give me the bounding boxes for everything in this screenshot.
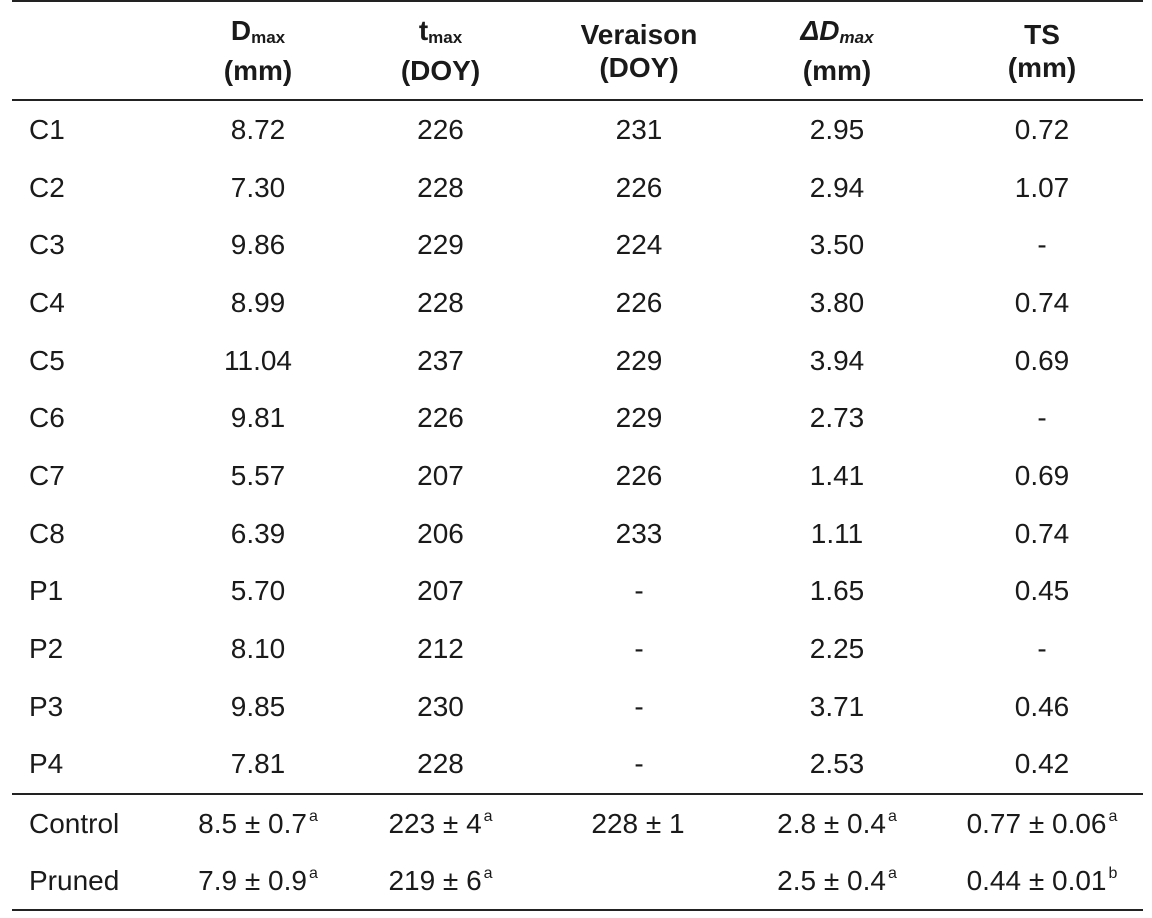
table-cell: 2.53 [809, 748, 865, 780]
significance-letter: a [308, 864, 318, 882]
row-label: P4 [29, 748, 64, 780]
summary-cell [336, 852, 545, 910]
table-cell: 9.81 [230, 402, 286, 434]
row-label: C7 [29, 459, 65, 491]
table-cell: 233 [615, 517, 663, 549]
table-cell: 2.73 [809, 402, 865, 434]
table-cell: 6.39 [230, 517, 286, 549]
table-cell: 3.80 [809, 286, 865, 318]
summary-cell [733, 852, 941, 910]
table-cell: - [634, 748, 644, 780]
table-cell: 229 [615, 402, 663, 434]
table-cell: 0.69 [1014, 459, 1070, 491]
significance-letter: a [308, 807, 318, 825]
table-cell: 2.25 [809, 633, 865, 665]
table-cell: 226 [417, 113, 464, 145]
table-cell: - [1037, 402, 1047, 434]
table-cell: 2.94 [809, 171, 865, 203]
table-cell: 11.04 [224, 344, 292, 376]
summary-cell [545, 794, 733, 852]
summary-cell [545, 852, 733, 910]
summary-section [12, 794, 1143, 910]
summary-cell [941, 852, 1143, 910]
table-cell: 2.95 [809, 113, 865, 145]
table-cell: 8.10 [230, 633, 286, 665]
table-cell: 228 [417, 171, 464, 203]
table-cell: 226 [615, 171, 663, 203]
table-cell: 7.81 [230, 748, 286, 780]
table-cell: 231 [615, 113, 663, 145]
summary-value: 223 ± 4 [388, 807, 482, 839]
table-cell: 229 [417, 229, 464, 261]
summary-cell [336, 794, 545, 852]
row-label: C2 [29, 171, 65, 203]
header-dmax: $D_{max}$ (mm) [223, 15, 293, 86]
data-table-container [12, 0, 1143, 911]
table-row [12, 216, 1143, 274]
table-row [12, 389, 1143, 447]
summary-cell [180, 794, 336, 852]
summary-value: 7.9 ± 0.9 [198, 864, 307, 896]
significance-letter: a [1108, 807, 1118, 825]
table-cell: 5.70 [230, 575, 286, 607]
data-table [12, 0, 1143, 911]
summary-row [12, 794, 1143, 852]
table-cell: 226 [615, 286, 663, 318]
summary-value: 0.77 ± 0.06 [966, 807, 1107, 839]
summary-value: 219 ± 6 [388, 864, 482, 896]
table-cell: 9.85 [230, 690, 286, 722]
summary-value: 2.8 ± 0.4 [777, 807, 886, 839]
table-cell: 1.65 [809, 575, 865, 607]
table-row [12, 274, 1143, 332]
significance-letter: a [887, 807, 897, 825]
header-blank [12, 1, 180, 100]
row-label: P3 [29, 690, 64, 722]
table-row [12, 620, 1143, 678]
table-cell: 0.74 [1014, 286, 1070, 318]
table-cell: 1.11 [810, 517, 864, 549]
table-cell: 226 [615, 459, 663, 491]
table-row [12, 332, 1143, 390]
table-cell: 1.41 [809, 459, 865, 491]
header-ts: TS (mm) [1007, 18, 1077, 83]
table-row [12, 447, 1143, 505]
summary-cell [180, 852, 336, 910]
table-row [12, 736, 1143, 795]
row-label: C5 [29, 344, 65, 376]
table-cell: 207 [417, 575, 464, 607]
table-cell: 237 [417, 344, 464, 376]
significance-letter: a [887, 864, 897, 882]
significance-letter: a [483, 807, 493, 825]
summary-value: 228 ± 1 [591, 807, 685, 839]
summary-label: Pruned [29, 864, 120, 896]
summary-cell [733, 794, 941, 852]
summary-label: Control [29, 807, 120, 839]
table-cell: - [1037, 229, 1047, 261]
row-label: C4 [29, 286, 65, 318]
table-cell: - [634, 633, 644, 665]
table-row [12, 159, 1143, 217]
significance-letter: a [483, 864, 493, 882]
table-cell: 8.99 [230, 286, 286, 318]
table-cell: 224 [615, 229, 663, 261]
table-cell: 0.72 [1014, 113, 1070, 145]
table-cell: 206 [417, 517, 464, 549]
row-label: C1 [29, 113, 65, 145]
summary-value: 2.5 ± 0.4 [777, 864, 886, 896]
table-cell: 3.50 [809, 229, 865, 261]
summary-value: 8.5 ± 0.7 [198, 807, 307, 839]
table-row [12, 100, 1143, 159]
table-cell: 3.71 [809, 690, 865, 722]
table-cell: 7.30 [230, 171, 286, 203]
row-label: C6 [29, 402, 65, 434]
row-label: C8 [29, 517, 65, 549]
table-cell: 207 [417, 459, 464, 491]
table-cell: 0.74 [1014, 517, 1070, 549]
table-cell: - [1037, 633, 1047, 665]
table-cell: 3.94 [809, 344, 865, 376]
table-cell: 0.46 [1014, 690, 1070, 722]
table-cell: 212 [417, 633, 464, 665]
table-cell: 226 [417, 402, 464, 434]
summary-row [12, 852, 1143, 910]
table-body [12, 100, 1143, 794]
table-cell: 8.72 [230, 113, 286, 145]
table-cell: 228 [417, 748, 464, 780]
table-cell: - [634, 575, 644, 607]
table-cell: 0.42 [1014, 748, 1070, 780]
header-delta-dmax: $\Delta D_{max}$ (mm) [800, 15, 874, 86]
table-cell: 0.45 [1014, 575, 1070, 607]
summary-value: 0.44 ± 0.01 [966, 864, 1107, 896]
row-label: P1 [29, 575, 64, 607]
row-label: C3 [29, 229, 65, 261]
table-cell: 0.69 [1014, 344, 1070, 376]
significance-letter: b [1108, 864, 1118, 882]
table-row [12, 563, 1143, 621]
table-row [12, 505, 1143, 563]
table-cell: - [634, 690, 644, 722]
header-row [12, 1, 1143, 100]
table-cell: 229 [615, 344, 663, 376]
table-row [12, 678, 1143, 736]
table-cell: 1.07 [1014, 171, 1070, 203]
summary-cell [941, 794, 1143, 852]
header-veraison: Veraison (DOY) [580, 18, 698, 83]
table-cell: 9.86 [230, 229, 286, 261]
table-cell: 228 [417, 286, 464, 318]
row-label: P2 [29, 633, 64, 665]
header-tmax: $t_{max}$ (DOY) [400, 15, 481, 86]
table-cell: 5.57 [230, 459, 286, 491]
table-cell: 230 [417, 690, 464, 722]
